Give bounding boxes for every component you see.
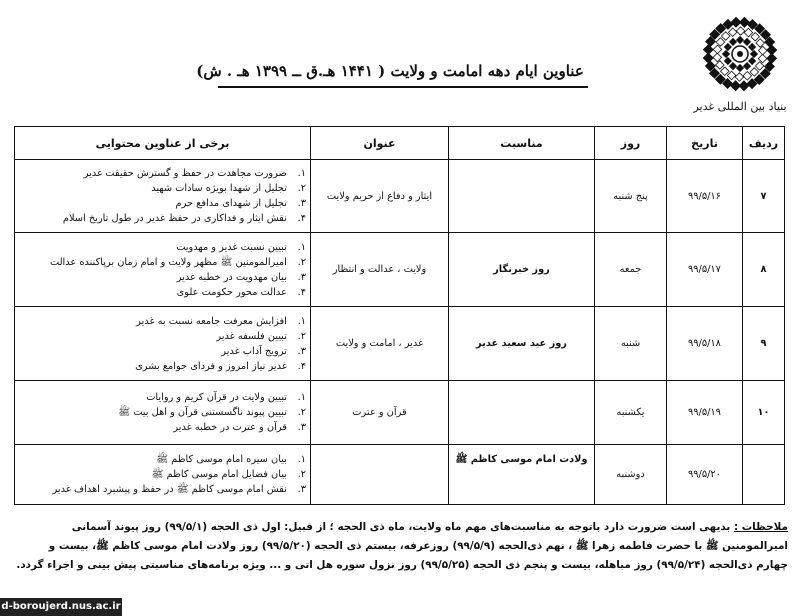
topic-item: ۳. قرآن و عترت در خطبه غدیر [173, 422, 306, 433]
topic-item: ۳. بیان مهدویت در خطبه غدیر [176, 271, 306, 283]
rosette-petal [731, 81, 741, 91]
topic-item: ۱. تبیین نسبت غدیر و مهدویت [176, 241, 306, 253]
row-subject: ولایت ، عدالت و انتظار [311, 233, 449, 307]
rosette-petal [758, 46, 766, 54]
header-subject: عنوان [311, 127, 449, 160]
row-subject: غدیر ، امامت و ولایت [311, 307, 449, 381]
rosette-petal [736, 36, 743, 43]
row-date: ۹۹/۵/۱۸ [667, 307, 743, 381]
table-row [15, 233, 785, 307]
topic-item: ۲. تجلیل از شهدا بویژه سادات شهید [151, 183, 306, 194]
rosette-petal [736, 64, 743, 71]
rosette-petal [703, 45, 713, 55]
topic-item: ۴. غدیر نیاز امروز و فردای جوامع بشری [135, 360, 306, 372]
row-no: ۱۰ [743, 381, 785, 445]
row-date: ۹۹/۵/۱۷ [667, 233, 743, 307]
header-row-no: ردیف [743, 127, 785, 160]
topic-item: ۳. ترویج آداب غدیر [221, 345, 306, 357]
rosette-petal [743, 72, 751, 80]
rosette-petal [713, 53, 721, 61]
row-no: ۸ [743, 233, 785, 307]
rosette-petal [744, 28, 752, 36]
rosette-petal [743, 63, 750, 70]
header-topics: برخی از عناوین محتوایی [15, 127, 311, 160]
row-topics [15, 160, 311, 233]
row-day: پنج شنبه [595, 160, 667, 233]
row-topics [15, 381, 311, 445]
rosette-petal [767, 53, 777, 63]
rosette-petal [739, 17, 749, 27]
row-occasion: روز عید سعید غدیر [449, 307, 595, 381]
notes-label: ملاحظات : [733, 521, 788, 533]
row-occasion: ولادت امام موسی کاظم ﷺ [449, 445, 595, 505]
row-subject [311, 445, 449, 505]
row-topics [15, 307, 311, 381]
rosette-emblem-icon [700, 14, 780, 94]
row-occasion [449, 381, 595, 445]
row-date: ۹۹/۵/۱۹ [667, 381, 743, 445]
row-no [743, 445, 785, 505]
foundation-logo [686, 14, 794, 114]
table-row [15, 307, 785, 381]
row-day: دوشنبه [595, 445, 667, 505]
row-day: جمعه [595, 233, 667, 307]
table-header-row [15, 127, 785, 160]
row-occasion [449, 160, 595, 233]
rosette-petal [735, 73, 743, 81]
topic-item: ۱. بیان سیره امام موسی کاظم ﷺ [156, 454, 306, 465]
row-day: شنبه [595, 307, 667, 381]
schedule-table [14, 126, 785, 505]
rosette-petal [736, 27, 744, 35]
rosette-petal [750, 50, 757, 57]
rosette-petal [716, 61, 724, 69]
row-subject: ایثار و دفاع از حریم ولایت [311, 160, 449, 233]
rosette-petal [721, 32, 729, 40]
header-date: تاریخ [667, 127, 743, 160]
table-row [15, 381, 785, 445]
table-row [15, 445, 785, 505]
topic-item: ۱. ضرورت مجاهدت در حفظ و گسترش حقیقت غدیر [83, 168, 306, 179]
row-subject: قرآن و عترت [311, 381, 449, 445]
notes-text: بدیهی است ضرورت دارد باتوجه به مناسبت‌های مهم ماه ولایت، ماه ذی الحجه ؛ از قبیل: اول ذی الحجه (۹۹/۵/۱) روز پیوند آسمانی امیرالمومنین ﷺ با حضرت فاطمه زهرا ﷺ ، نهم ذی‌الحجه (۹۹/۵/۹) روزعرفه، بیستم ذی الحجه (۹۹/۵/۲۰) روز ولادت امام موسی کاظم ﷺ، بیست و چهارم ذی‌الحجه (۹۹/۵/۲۴) روز مباهله، بیست و پنجم ذی الحجه (۹۹/۵/۲۵) روز نزول سوره هل اتی و ... ویژه برنامه‌های مناسبتی پیش بینی و اجراء گردد. [16, 521, 788, 571]
row-date: ۹۹/۵/۲۰ [667, 445, 743, 505]
topic-item: ۲. تبیین پیوند ناگسستنی قرآن و اهل بیت ﷺ [118, 407, 306, 418]
rosette-petal [724, 43, 731, 50]
row-no: ۷ [743, 160, 785, 233]
rosette-petal [749, 57, 756, 64]
topic-item: ۴. نقش ایثار و فداکاری در حفظ غدیر در طول تاریخ اسلام [62, 213, 306, 224]
rosette-petal [728, 28, 736, 36]
header-day: روز [595, 127, 667, 160]
rosette-petal [756, 39, 764, 47]
rosette-petal [722, 50, 729, 57]
rosette-petal [727, 71, 735, 79]
topic-item: ۲. بیان فضایل امام موسی کاظم ﷺ [151, 469, 306, 480]
rosette-petal [721, 67, 729, 75]
page-title: عناوین ایام دهه امامت و ولایت ( ۱۴۴۱ هـ.ق ــ ۱۳۹۹ هـ . ش) [196, 62, 584, 80]
row-no: ۹ [743, 307, 785, 381]
row-topics [15, 233, 311, 307]
title-underline [218, 86, 588, 88]
topic-item: ۳. نقش امام موسی کاظم ﷺ در حفظ و پیشبرد اهداف غدیر [52, 484, 306, 495]
rosette-petal [729, 63, 736, 70]
topic-item: ۲. امیرالمومنین ﷺ مظهر ولایت و امام زمان برپاکننده عدالت [49, 256, 306, 268]
topic-item: ۴. عدالت محور حکومت علوی [176, 286, 306, 298]
topic-item: ۳. تجلیل از شهدای مدافع حرم [175, 198, 306, 209]
rosette-petal [750, 68, 758, 76]
header-occasion: مناسبت [449, 127, 595, 160]
rosette-petal [743, 38, 750, 45]
website-watermark[interactable]: d-boroujerd.nus.ac.ir [0, 598, 122, 616]
row-day: یکشنبه [595, 381, 667, 445]
row-occasion: روز خبرنگار [449, 233, 595, 307]
rosette-petal [729, 38, 736, 45]
notes-section [14, 518, 788, 575]
rosette-petal [751, 33, 759, 41]
rosette-petal [749, 43, 756, 50]
topic-item: ۱. تبیین ولایت در قرآن کریم و روایات [146, 392, 306, 403]
rosette-petal [724, 57, 731, 64]
table-row [15, 160, 785, 233]
logo-caption: بنیاد بین المللی غدیر [693, 100, 787, 113]
row-topics [15, 445, 311, 505]
row-date: ۹۹/۵/۱۶ [667, 160, 743, 233]
topic-item: ۲. تبیین فلسفه غدیر [216, 330, 306, 342]
topic-item: ۱. افزایش معرفت جامعه نسبت به غدیر [136, 315, 306, 327]
